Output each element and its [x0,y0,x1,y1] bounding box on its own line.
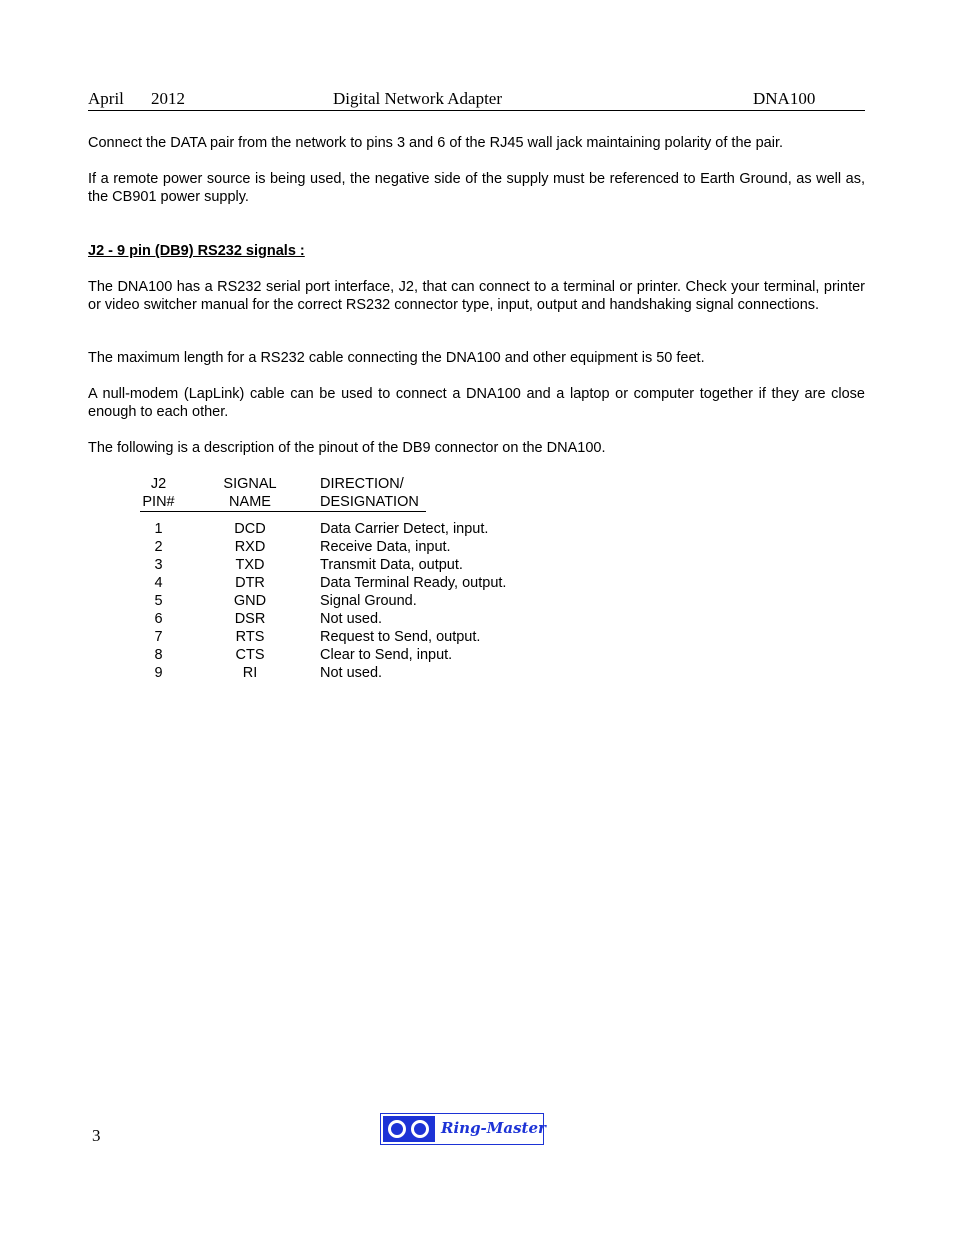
pin-number: 5 [154,593,163,609]
paragraph-remote-power: If a remote power source is being used, the negative side of the supply must be referenced to Earth Ground, as well as, the CB901 power supply. [88,171,865,205]
header-direction-line1: DIRECTION/ [320,476,404,492]
signal-direction: Receive Data, input. [320,539,451,555]
signal-direction: Not used. [320,665,383,681]
table-header-row-1 [0,475,954,493]
pin-number: 1 [154,521,163,537]
signal-name: DCD [234,521,266,537]
logo-rings-icon [383,1116,435,1142]
pin-number: 4 [154,575,163,591]
signal-direction: Not used. [320,611,383,627]
table-row [0,646,954,664]
header-title: Digital Network Adapter [333,89,503,108]
signal-name: DTR [235,575,265,591]
signal-direction: Data Carrier Detect, input. [320,521,489,537]
pin-number: 3 [154,557,163,573]
signal-name: RI [242,665,258,681]
signal-name: RTS [235,629,265,645]
header-direction-line2: DESIGNATION [320,494,419,510]
table-row [0,592,954,610]
table-header-row-2 [0,493,954,511]
table-row [0,520,954,538]
table-row [0,628,954,646]
pin-number: 6 [154,611,163,627]
paragraph-data-pair: Connect the DATA pair from the network to pins 3 and 6 of the RJ45 wall jack maintaining polarity of the pair. [88,135,784,151]
signal-direction: Signal Ground. [320,593,417,609]
table-row [0,664,954,682]
paragraph-null-modem: A null-modem (LapLink) cable can be used to connect a DNA100 and a laptop or computer together if they are close enough to each other. [88,386,865,420]
page-header [88,88,865,111]
signal-name: CTS [235,647,265,663]
table-body [0,520,954,682]
paragraph-rs232-interface: The DNA100 has a RS232 serial port interface, J2, that can connect to a terminal or printer. Check your terminal, printer or video switcher manual for the correct RS232 connector type, input, output and handshaking signal connections. [88,279,865,313]
header-pin-line2: PIN# [142,494,175,510]
table-row [0,610,954,628]
page-number: 3 [92,1126,101,1145]
header-model: DNA100 [753,89,816,108]
table-header-underline [140,511,426,512]
header-signal-line1: SIGNAL [223,476,277,492]
header-month: April [88,89,124,108]
signal-name: RXD [234,539,266,555]
pin-number: 2 [154,539,163,555]
paragraph-pinout-intro: The following is a description of the pinout of the DB9 connector on the DNA100. [88,440,606,456]
table-row [0,556,954,574]
ring-master-logo [380,1113,544,1145]
signal-direction: Data Terminal Ready, output. [320,575,507,591]
table-row [0,538,954,556]
pin-number: 7 [154,629,163,645]
header-year: 2012 [151,89,185,108]
section-heading-j2: J2 - 9 pin (DB9) RS232 signals : [88,243,305,259]
signal-direction: Clear to Send, input. [320,647,453,663]
signal-name: DSR [234,611,266,627]
signal-direction: Request to Send, output. [320,629,481,645]
pin-number: 9 [154,665,163,681]
logo-text: Ring-Master [441,1119,546,1137]
logo-ring-left [388,1120,406,1138]
logo-ring-right [411,1120,429,1138]
signal-direction: Transmit Data, output. [320,557,463,573]
signal-name: TXD [235,557,265,573]
header-pin-line1: J2 [150,476,167,492]
table-row [0,574,954,592]
signal-name: GND [233,593,267,609]
paragraph-cable-length: The maximum length for a RS232 cable connecting the DNA100 and other equipment is 50 feet. [88,350,705,366]
pin-number: 8 [154,647,163,663]
header-signal-line2: NAME [229,494,271,510]
